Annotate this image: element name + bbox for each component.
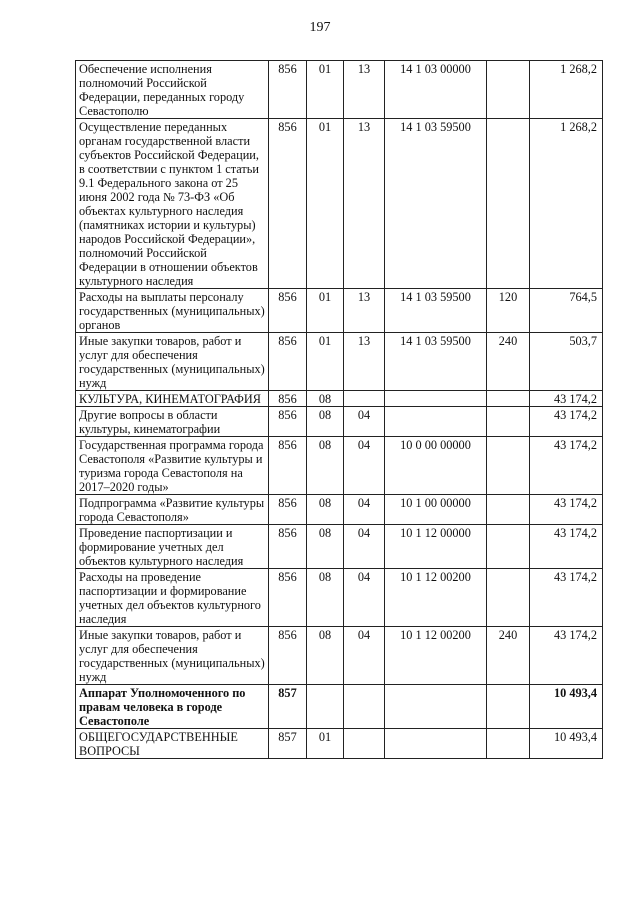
row-name-cell: Иные закупки товаров, работ и услуг для обеспечения государственных (муниципальных) нужд xyxy=(76,333,269,391)
table-body xyxy=(76,61,603,759)
row-name-cell: Иные закупки товаров, работ и услуг для обеспечения государственных (муниципальных) нужд xyxy=(76,627,269,685)
amount-cell: 43 174,2 xyxy=(530,525,603,569)
section-code-cell: 01 xyxy=(307,729,344,759)
target-article-cell: 14 1 03 59500 xyxy=(385,289,487,333)
table-row xyxy=(76,495,603,525)
row-name-cell: Государственная программа города Севастополя «Развитие культуры и туризма города Севастополя на 2017–2020 годы» xyxy=(76,437,269,495)
ministry-code-cell: 856 xyxy=(269,61,307,119)
ministry-code-cell: 856 xyxy=(269,289,307,333)
amount-cell: 10 493,4 xyxy=(530,729,603,759)
target-article-cell: 14 1 03 00000 xyxy=(385,61,487,119)
amount-cell: 1 268,2 xyxy=(530,119,603,289)
table-row xyxy=(76,627,603,685)
subsection-code-cell xyxy=(344,729,385,759)
amount-cell: 43 174,2 xyxy=(530,495,603,525)
expense-type-cell xyxy=(487,495,530,525)
amount-cell: 1 268,2 xyxy=(530,61,603,119)
amount-cell: 43 174,2 xyxy=(530,391,603,407)
expense-type-cell: 120 xyxy=(487,289,530,333)
row-name-cell: ОБЩЕГОСУДАРСТВЕННЫЕ ВОПРОСЫ xyxy=(76,729,269,759)
ministry-code-cell: 856 xyxy=(269,437,307,495)
ministry-code-cell: 856 xyxy=(269,391,307,407)
expense-type-cell: 240 xyxy=(487,627,530,685)
table-row xyxy=(76,437,603,495)
table-row xyxy=(76,391,603,407)
section-code-cell: 08 xyxy=(307,437,344,495)
expense-type-cell xyxy=(487,407,530,437)
subsection-code-cell: 04 xyxy=(344,525,385,569)
section-code-cell: 01 xyxy=(307,119,344,289)
section-code-cell: 08 xyxy=(307,525,344,569)
table-row xyxy=(76,407,603,437)
amount-cell: 503,7 xyxy=(530,333,603,391)
target-article-cell: 10 1 12 00200 xyxy=(385,569,487,627)
target-article-cell: 14 1 03 59500 xyxy=(385,119,487,289)
ministry-code-cell: 857 xyxy=(269,685,307,729)
subsection-code-cell: 13 xyxy=(344,289,385,333)
amount-cell: 43 174,2 xyxy=(530,569,603,627)
subsection-code-cell: 04 xyxy=(344,437,385,495)
table-row xyxy=(76,119,603,289)
row-name-cell: Проведение паспортизации и формирование учетных дел объектов культурного наследия xyxy=(76,525,269,569)
subsection-code-cell: 04 xyxy=(344,569,385,627)
row-name-cell: Обеспечение исполнения полномочий Российской Федерации, переданных городу Севастополю xyxy=(76,61,269,119)
row-name-cell: Другие вопросы в области культуры, кинематографии xyxy=(76,407,269,437)
table-row xyxy=(76,61,603,119)
subsection-code-cell xyxy=(344,391,385,407)
ministry-code-cell: 856 xyxy=(269,495,307,525)
section-code-cell: 01 xyxy=(307,61,344,119)
section-code-cell: 01 xyxy=(307,289,344,333)
ministry-code-cell: 856 xyxy=(269,119,307,289)
section-code-cell xyxy=(307,685,344,729)
amount-cell: 43 174,2 xyxy=(530,437,603,495)
target-article-cell: 14 1 03 59500 xyxy=(385,333,487,391)
expense-type-cell xyxy=(487,685,530,729)
section-code-cell: 08 xyxy=(307,627,344,685)
section-code-cell: 08 xyxy=(307,495,344,525)
subsection-code-cell xyxy=(344,685,385,729)
section-code-cell: 08 xyxy=(307,391,344,407)
row-name-cell: Расходы на выплаты персоналу государственных (муниципальных) органов xyxy=(76,289,269,333)
ministry-code-cell: 856 xyxy=(269,569,307,627)
table-row xyxy=(76,569,603,627)
ministry-code-cell: 856 xyxy=(269,333,307,391)
subsection-code-cell: 04 xyxy=(344,495,385,525)
expense-type-cell xyxy=(487,437,530,495)
subsection-code-cell: 04 xyxy=(344,627,385,685)
row-name-cell: Подпрограмма «Развитие культуры города Севастополя» xyxy=(76,495,269,525)
expense-type-cell xyxy=(487,729,530,759)
subsection-code-cell: 13 xyxy=(344,119,385,289)
ministry-code-cell: 856 xyxy=(269,525,307,569)
target-article-cell: 10 1 12 00000 xyxy=(385,525,487,569)
ministry-code-cell: 856 xyxy=(269,407,307,437)
budget-table xyxy=(75,60,603,759)
section-code-cell: 08 xyxy=(307,407,344,437)
subsection-code-cell: 13 xyxy=(344,333,385,391)
subsection-code-cell: 04 xyxy=(344,407,385,437)
amount-cell: 43 174,2 xyxy=(530,407,603,437)
amount-cell: 10 493,4 xyxy=(530,685,603,729)
amount-cell: 43 174,2 xyxy=(530,627,603,685)
table-row xyxy=(76,333,603,391)
row-name-cell: Осуществление переданных органам государственной власти субъектов Российской Федерации, в соответствии с пунктом 1 статьи 9.1 Федерального закона от 25 июня 2002 года № 73-ФЗ «Об объектах культурного наследия (памятниках истории и культуры) народов Российской Федерации», полномочий Российской Федерации в отношении объектов культурного наследия xyxy=(76,119,269,289)
row-name-cell: КУЛЬТУРА, КИНЕМАТОГРАФИЯ xyxy=(76,391,269,407)
section-code-cell: 08 xyxy=(307,569,344,627)
expense-type-cell xyxy=(487,119,530,289)
ministry-code-cell: 857 xyxy=(269,729,307,759)
page-number: 197 xyxy=(309,20,331,35)
expense-type-cell xyxy=(487,391,530,407)
ministry-code-cell: 856 xyxy=(269,627,307,685)
expense-type-cell xyxy=(487,525,530,569)
target-article-cell xyxy=(385,407,487,437)
row-name-cell: Аппарат Уполномоченного по правам человека в городе Севастополе xyxy=(76,685,269,729)
table-row xyxy=(76,685,603,729)
target-article-cell: 10 1 00 00000 xyxy=(385,495,487,525)
target-article-cell: 10 1 12 00200 xyxy=(385,627,487,685)
target-article-cell: 10 0 00 00000 xyxy=(385,437,487,495)
target-article-cell xyxy=(385,391,487,407)
table-row xyxy=(76,289,603,333)
subsection-code-cell: 13 xyxy=(344,61,385,119)
target-article-cell xyxy=(385,685,487,729)
amount-cell: 764,5 xyxy=(530,289,603,333)
target-article-cell xyxy=(385,729,487,759)
expense-type-cell: 240 xyxy=(487,333,530,391)
expense-type-cell xyxy=(487,569,530,627)
table-row xyxy=(76,729,603,759)
row-name-cell: Расходы на проведение паспортизации и формирование учетных дел объектов культурного наследия xyxy=(76,569,269,627)
table-row xyxy=(76,525,603,569)
section-code-cell: 01 xyxy=(307,333,344,391)
expense-type-cell xyxy=(487,61,530,119)
